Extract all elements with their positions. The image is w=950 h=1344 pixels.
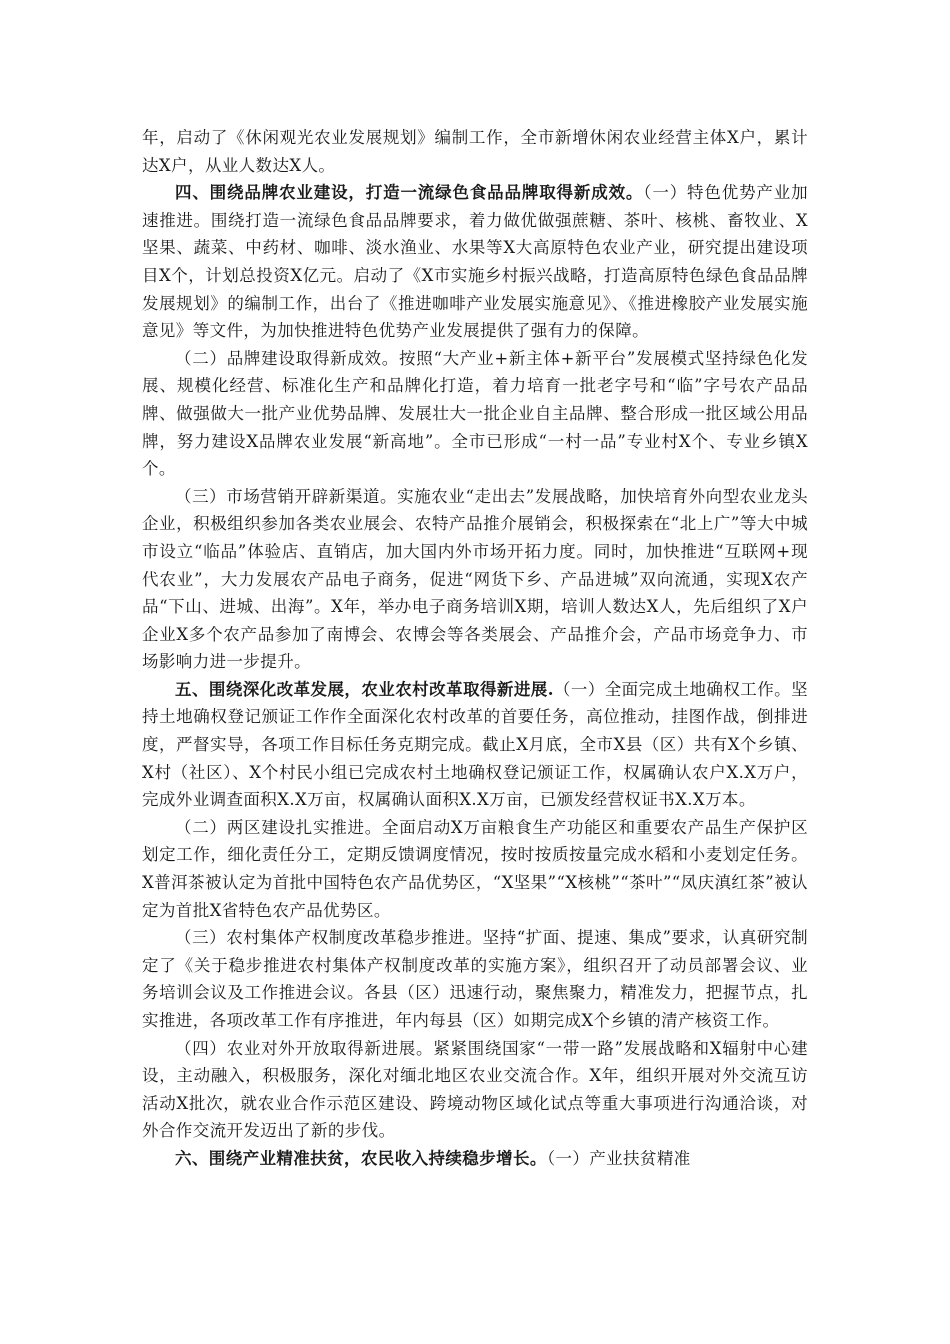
section-heading: 六、围绕产业精准扶贫，农民收入持续稳步增长。 <box>175 1148 547 1168</box>
paragraph-marketing <box>142 483 808 676</box>
paragraph-text: （二）两区建设扎实推进。全面启动X万亩粮食生产功能区和重要农产品生产保护区划定工作，细化责任分工，定期反馈调度情况，按时按质按量完成水稻和小麦划定任务。X普洱茶被认定为首批中国特色农产品优势区，“X坚果”“X核桃”“茶叶”“凤庆滇红茶”被认定为首批X省特色农产品优势区。 <box>142 817 808 920</box>
paragraph-text: （一）产业扶贫精准 <box>546 1148 691 1168</box>
section-four-paragraph <box>142 179 808 345</box>
section-five-paragraph <box>142 676 808 814</box>
section-six-paragraph <box>142 1145 808 1173</box>
paragraph-text: （四）农业对外开放取得新进展。紧紧围绕国家“一带一路”发展战略和X辐射中心建设，主动融入，积极服务，深化对缅北地区农业交流合作。X年，组织开展对外交流互访活动X批次，就农业合作示范区建设、跨境动物区域化试点等重大事项进行沟通洽谈，对外合作交流开发迈出了新的步伐。 <box>142 1038 808 1141</box>
section-heading: 五、围绕深化改革发展，农业农村改革取得新进展. <box>175 679 554 699</box>
paragraph-text: （一）特色优势产业加速推进。围绕打造一流绿色食品品牌要求，着力做优做强蔗糖、茶叶、核桃、畜牧业、X坚果、蔬菜、中药材、咖啡、淡水渔业、水果等X大高原特色农业产业，研究提出建设项目X个，计划总投资X亿元。启动了《X市实施乡村振兴战略，打造高原特色绿色食品品牌发展规划》的编制工作，出台了《推进咖啡产业发展实施意见》、《推进橡胶产业发展实施意见》等文件，为加快推进特色优势产业发展提供了强有力的保障。 <box>142 183 809 341</box>
paragraph-collective-property <box>142 924 808 1034</box>
paragraph-brand-building <box>142 345 808 483</box>
paragraph-text: （一）全面完成土地确权工作。坚持土地确权登记颁证工作作全面深化农村改革的首要任务，高位推动，挂图作战，倒排进度，严督实导，各项工作目标任务克期完成。截止X月底，全市X县（区）共有X个乡镇、X村（社区）、X个村民小组已完成农村土地确权登记颁证工作，权属确认农户X.X万户，完成外业调查面积X.X万亩，权属确认面积X.X万亩，已颁发经营权证书X.X万本。 <box>142 679 809 810</box>
paragraph-continuation <box>142 124 808 179</box>
section-heading: 四、围绕品牌农业建设，打造一流绿色食品品牌取得新成效。 <box>175 183 644 203</box>
paragraph-opening-up <box>142 1035 808 1145</box>
paragraph-text: （三）农村集体产权制度改革稳步推进。坚持“扩面、提速、集成”要求，认真研究制定了《关于稳步推进农村集体产权制度改革的实施方案》，组织召开了动员部署会议、业务培训会议及工作推进会议。各县（区）迅速行动，聚焦聚力，精准发力，把握节点，扎实推进，各项改革工作有序推进，年内每县（区）如期完成X个乡镇的清产核资工作。 <box>142 928 808 1030</box>
paragraph-two-zones <box>142 814 808 924</box>
paragraph-text: （三）市场营销开辟新渠道。实施农业“走出去”发展战略，加快培育外向型农业龙头企业，积极组织参加各类农业展会、农特产品推介展销会，积极探索在“北上广”等大中城市设立“临品”体验店、直销店，加大国内外市场开拓力度。同时，加快推进“互联网+现代农业”，大力发展农产品电子商务，促进“网货下乡、产品进城”双向流通，实现X农产品“下山、进城、出海”。X年，举办电子商务培训X期，培训人数达X人，先后组织了X户企业X多个农产品参加了南博会、农博会等各类展会、产品推介会，产品市场竞争力、市场影响力进一步提升。 <box>142 486 808 672</box>
document-page <box>142 124 808 1173</box>
paragraph-text: （二）品牌建设取得新成效。按照“大产业+新主体+新平台”发展模式坚持绿色化发展、规模化经营、标准化生产和品牌化打造，着力培育一批老字号和“临”字号农产品品牌、做强做大一批产业优势品牌、发展壮大一批企业自主品牌、整合形成一批区域公用品牌，努力建设X品牌农业发展“新高地”。全市已形成“一村一品”专业村X个、专业乡镇X个。 <box>142 348 808 479</box>
paragraph-text: 年，启动了《休闲观光农业发展规划》编制工作，全市新增休闲农业经营主体X户，累计达X户，从业人数达X人。 <box>142 128 808 175</box>
